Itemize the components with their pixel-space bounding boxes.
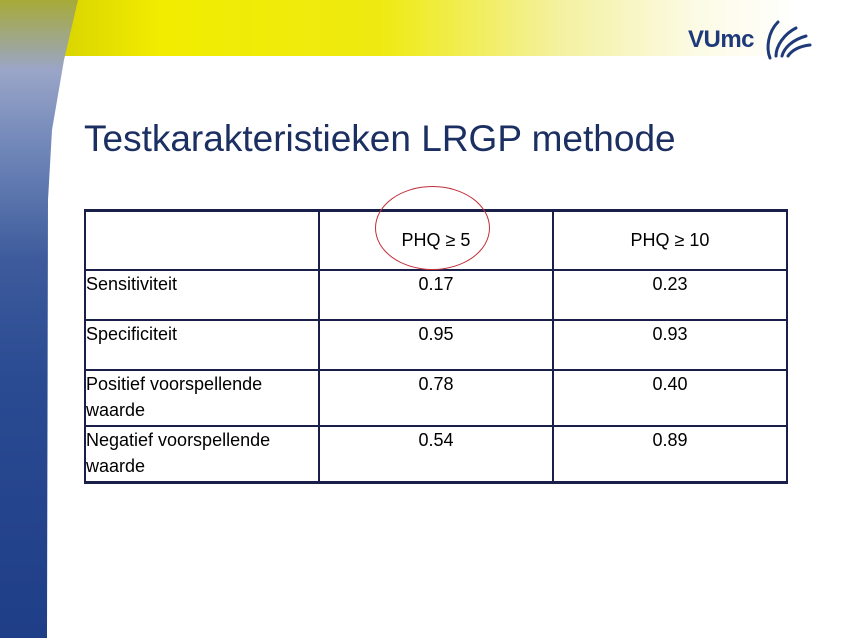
vumc-logo — [688, 16, 818, 64]
logo-text: VUmc — [688, 26, 755, 53]
table-header-phq5: PHQ ≥ 5 — [319, 211, 553, 271]
table-row — [85, 426, 787, 483]
table-header-empty — [85, 211, 319, 271]
cell-value: 0.93 — [553, 320, 787, 370]
row-label: Sensitiviteit — [85, 270, 319, 320]
table-row — [85, 270, 787, 320]
cell-value: 0.89 — [553, 426, 787, 483]
table-row — [85, 320, 787, 370]
side-decorative-band — [0, 0, 90, 638]
cell-value: 0.17 — [319, 270, 553, 320]
cell-value: 0.40 — [553, 370, 787, 426]
row-label: Specificiteit — [85, 320, 319, 370]
row-label: Positief voorspellende waarde — [85, 370, 319, 426]
cell-value: 0.95 — [319, 320, 553, 370]
test-characteristics-table — [84, 209, 788, 484]
cell-value: 0.78 — [319, 370, 553, 426]
table-header-phq10: PHQ ≥ 10 — [553, 211, 787, 271]
table-row — [85, 370, 787, 426]
cell-value: 0.54 — [319, 426, 553, 483]
cell-value: 0.23 — [553, 270, 787, 320]
logo-swoosh-icon — [762, 18, 812, 62]
row-label: Negatief voorspellende waarde — [85, 426, 319, 483]
table-header-row — [85, 211, 787, 271]
slide-title: Testkarakteristieken LRGP methode — [84, 118, 676, 159]
